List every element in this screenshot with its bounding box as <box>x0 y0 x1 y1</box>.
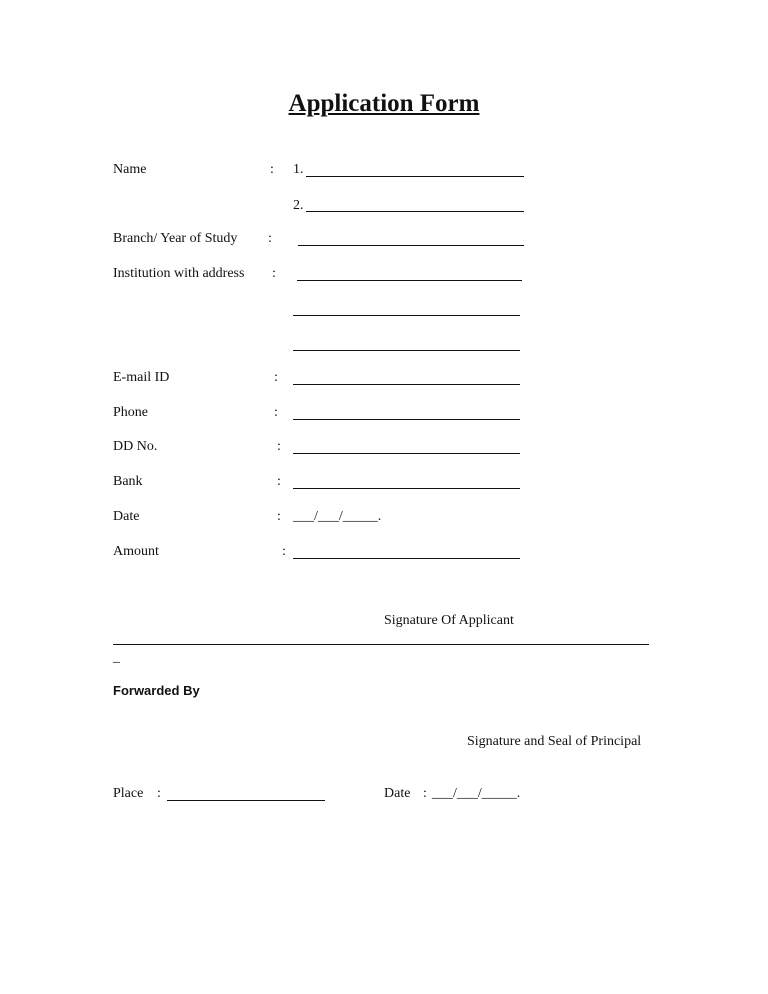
branch-label: Branch/ Year of Study <box>113 231 238 246</box>
phone-line[interactable] <box>293 419 520 420</box>
name-1-number: 1. <box>293 162 304 177</box>
institution-line-1[interactable] <box>297 280 522 281</box>
branch-colon: : <box>268 231 272 246</box>
date-colon: : <box>277 509 281 524</box>
phone-label: Phone <box>113 405 148 420</box>
amount-colon: : <box>282 544 286 559</box>
bank-colon: : <box>277 474 281 489</box>
institution-colon: : <box>272 266 276 281</box>
date-blank[interactable]: ___/___/_____. <box>293 509 382 524</box>
place-label: Place <box>113 786 144 801</box>
institution-label: Institution with address <box>113 266 245 281</box>
forwarded-by-heading: Forwarded By <box>113 683 200 698</box>
institution-line-3[interactable] <box>293 350 520 351</box>
date2-label: Date <box>384 786 411 801</box>
dd-no-label: DD No. <box>113 439 158 454</box>
signature-principal-label: Signature and Seal of Principal <box>467 734 642 749</box>
place-colon: : <box>157 786 161 801</box>
divider-dash: _ <box>113 650 120 665</box>
dd-no-line[interactable] <box>293 453 520 454</box>
name-colon: : <box>270 162 274 177</box>
branch-line[interactable] <box>298 245 524 246</box>
amount-line[interactable] <box>293 558 520 559</box>
place-line[interactable] <box>167 800 325 801</box>
section-divider <box>113 644 649 645</box>
dd-no-colon: : <box>277 439 281 454</box>
name-label: Name <box>113 162 147 177</box>
name-1-line[interactable] <box>306 176 524 177</box>
date-label: Date <box>113 509 140 524</box>
name-2-number: 2. <box>293 198 304 213</box>
email-label: E-mail ID <box>113 370 170 385</box>
email-line[interactable] <box>293 384 520 385</box>
date2-colon: : <box>423 786 427 801</box>
name-2-line[interactable] <box>306 211 524 212</box>
bank-label: Bank <box>113 474 143 489</box>
amount-label: Amount <box>113 544 159 559</box>
signature-applicant-label: Signature Of Applicant <box>384 613 514 628</box>
institution-line-2[interactable] <box>293 315 520 316</box>
phone-colon: : <box>274 405 278 420</box>
date2-blank[interactable]: ___/___/_____. <box>432 786 521 801</box>
bank-line[interactable] <box>293 488 520 489</box>
email-colon: : <box>274 370 278 385</box>
page-title: Application Form <box>288 90 480 117</box>
